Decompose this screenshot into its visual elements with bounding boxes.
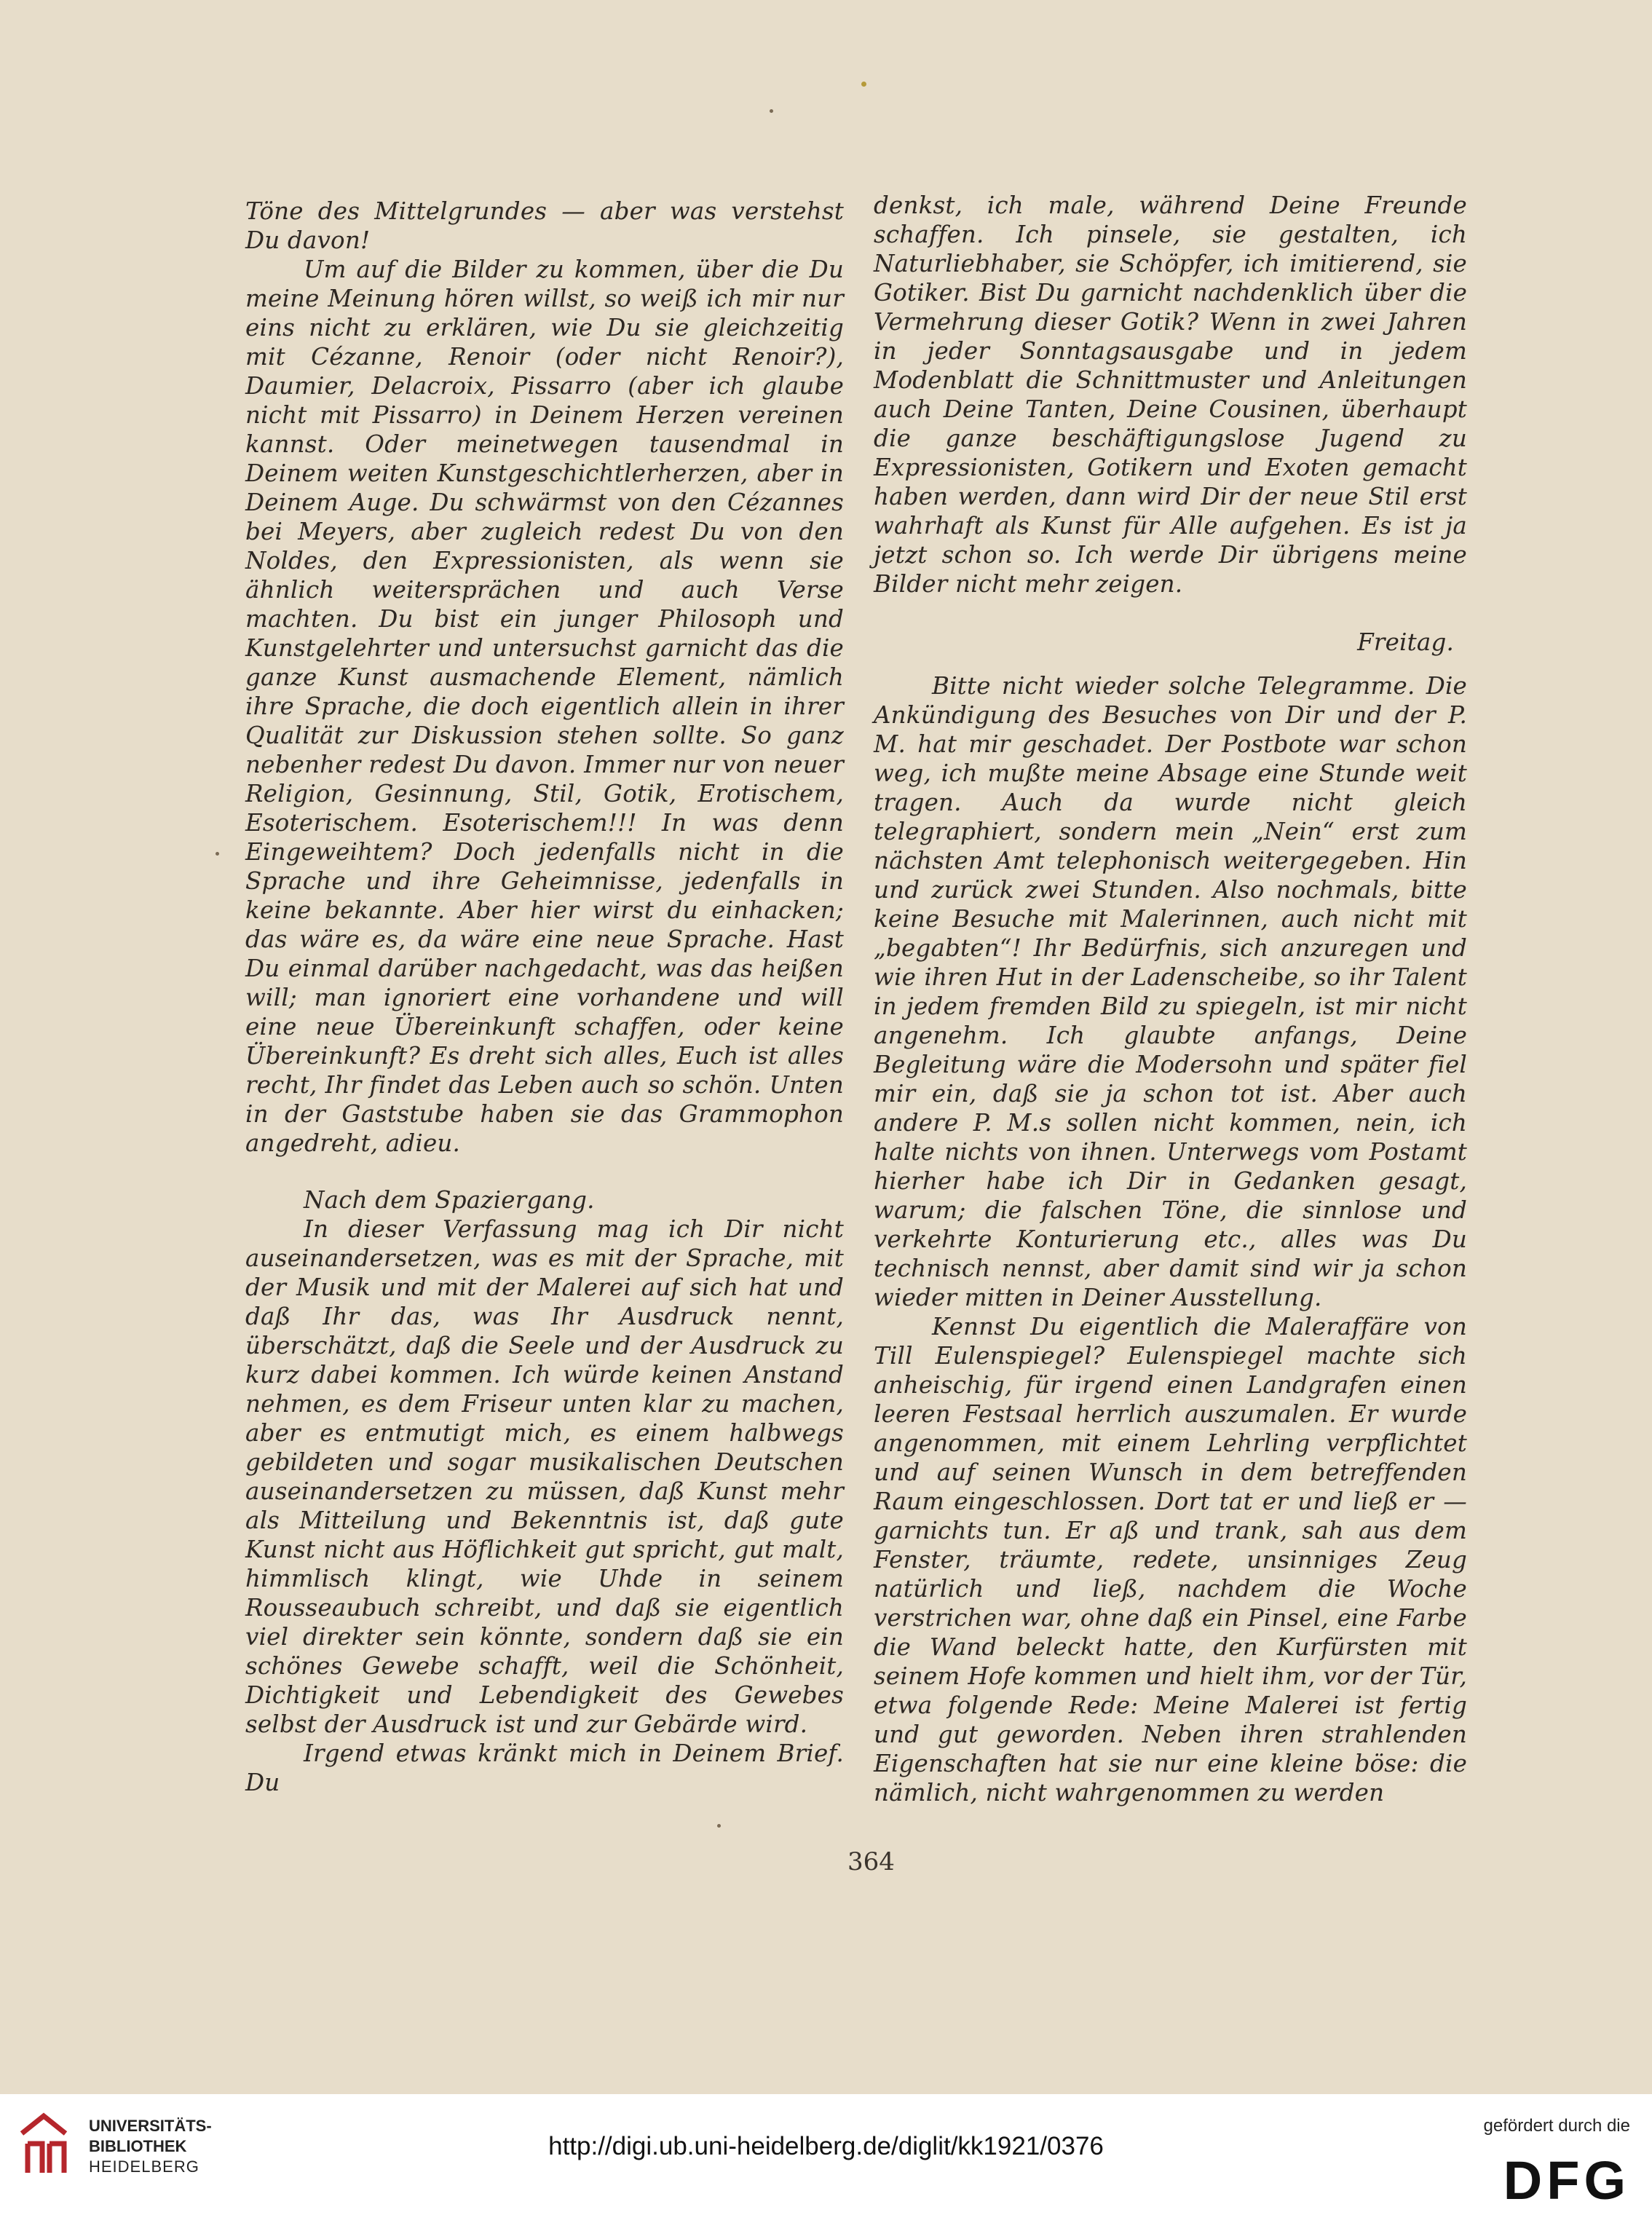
paper-speck: [770, 109, 773, 113]
paper-speck: [861, 82, 866, 87]
left-text-column: [245, 197, 844, 1797]
viewer-footer: [0, 2094, 1652, 2215]
paragraph: denkst, ich male, während Deine Freunde schaffen. Ich pinsele, sie gestalten, ich Naturliebhaber, sie Schöpfer, ich imitierend, sie Gotiker. Bist Du garnicht nachdenklich über die Vermehrung dieser Gotik? Wenn in zwei Jahren in jeder Sonntagsausgabe und in jedem Modenblatt die Schnittmuster und Anleitungen auch Deine Tanten, Deine Cousinen, überhaupt die ganze beschäftigungslose Jugend zu Expressionisten, Gotikern und Exoten gemacht haben werden, dann wird Dir der neue Stil erst wahrhaft als Kunst für Alle aufgehen. Es ist ja jetzt schon so. Ich werde Dir übrigens meine Bilder nicht mehr zeigen.: [874, 192, 1467, 598]
funding-label: gefördert durch die: [1483, 2116, 1630, 2136]
library-name-line: HEIDELBERG: [89, 2157, 199, 2176]
library-name-line: BIBLIOTHEK: [89, 2137, 187, 2155]
permalink-url[interactable]: http://digi.ub.uni-heidelberg.de/diglit/kk1921/0376: [548, 2132, 1104, 2160]
dateline: Freitag.: [1357, 628, 1454, 656]
paper-speck: [717, 1824, 721, 1828]
paragraph: Um auf die Bilder zu kommen, über die Du meine Meinung hören willst, so weiß ich mir nur eins nicht zu erklären, wie Du sie gleichzeitig mit Cézanne, Renoir (oder nicht Renoir?), Daumier, Delacroix, Pissarro (aber ich glaube nicht mit Pissarro) in Deinem Herzen vereinen kannst. Oder meinetwegen tausendmal in Deinem weiten Kunstgeschichtlerherzen, aber in Deinem Auge. Du schwärmst von den Cézannes bei Meyers, aber zugleich redest Du von den Noldes, den Expressionisten, als wenn sie ähnlich weitersprächen und auch Verse machten. Du bist ein junger Philosoph und Kunstgelehrter und untersuchst garnicht das die ganze Kunst ausmachende Element, nämlich ihre Sprache, die doch eigentlich allein in ihrer Qualität zur Diskussion stehen sollte. So ganz nebenher redest Du davon. Immer nur von neuer Religion, Gesinnung, Stil, Gotik, Erotischem, Esoterischem. Esoterischem!!! In was denn Eingeweihtem? Doch jedenfalls nicht in die Sprache und ihre Geheimnisse, jedenfalls in keine bekannte. Aber hier wirst du einhacken; das wäre es, da wäre eine neue Sprache. Hast Du einmal darüber nachgedacht, was das heißen will; man ignoriert eine vorhandene und will eine neue Übereinkunft schaffen, oder keine Übereinkunft? Es dreht sich alles, Euch ist alles recht, Ihr findet das Leben auch so schön. Unten in der Gaststube haben sie das Grammophon angedreht, adieu.: [245, 256, 844, 1157]
paragraph: Bitte nicht wieder solche Telegramme. Die Ankündigung des Besuches von Dir und der P. M. hat mir geschadet. Der Postbote war schon weg, ich mußte meine Absage eine Stunde weit tragen. Auch da wurde nicht gleich telegraphiert, sondern mein „Nein“ erst zum nächsten Amt telephonisch weitergegeben. Hin und zurück zwei Stunden. Also nochmals, bitte keine Besuche mit Malerinnen, auch nicht mit „begabten“! Ihr Bedürfnis, sich anzuregen und wie ihren Hut in der Ladenscheibe, so ihr Talent in jedem fremden Bild zu spiegeln, ist mir nicht angenehm. Ich glaubte anfangs, Deine Begleitung wäre die Modersohn und später fiel mir ein, daß sie ja schon tot ist. Aber auch andere P. M.s sollen nicht kommen, nein, ich halte nichts von ihnen. Unterwegs vom Postamt hierher habe ich Dir in Gedanken gesagt, warum; die falschen Töne, die sinnlose und verkehrte Konturierung etc., alles was Du technisch nennst, aber damit sind wir ja schon wieder mitten in Deiner Ausstellung.: [874, 672, 1467, 1311]
library-name-line: UNIVERSITÄTS-: [89, 2117, 212, 2135]
paragraph: Irgend etwas kränkt mich in Deinem Brief. Du: [245, 1740, 844, 1796]
page-number: 364: [847, 1847, 895, 1876]
paper-speck: [216, 852, 219, 856]
paragraph: Töne des Mittelgrundes — aber was verstehst Du davon!: [245, 197, 844, 254]
dfg-logo: DFG: [1503, 2150, 1630, 2211]
section-heading: Nach dem Spaziergang.: [304, 1186, 595, 1214]
paragraph: In dieser Verfassung mag ich Dir nicht auseinandersetzen, was es mit der Sprache, mit der Musik und mit der Malerei auf sich hat und daß Ihr das, was Ihr Ausdruck nennt, überschätzt, daß die Seele und der Ausdruck zu kurz dabei kommen. Ich würde keinen Anstand nehmen, es dem Friseur unten klar zu machen, aber es entmutigt mich, es einem halbwegs gebildeten und sogar musikalischen Deutschen auseinandersetzen zu müssen, daß Kunst mehr als Mitteilung und Bekenntnis ist, daß gute Kunst nicht aus Höflichkeit gut spricht, gut malt, himmlisch klingt, wie Uhde in seinem Rousseaubuch schreibt, und daß sie eigentlich viel direkter sein könnte, sondern daß sie ein schönes Gewebe schafft, weil die Schönheit, Dichtigkeit und Lebendigkeit des Gewebes selbst der Ausdruck ist und zur Gebärde wird.: [245, 1215, 844, 1738]
paragraph: Kennst Du eigentlich die Maleraffäre von Till Eulenspiegel? Eulenspiegel machte sich anheischig, für irgend einen Landgrafen einen leeren Festsaal herrlich auszumalen. Er wurde angenommen, mit einem Lehrling verpflichtet und auf seinen Wunsch in dem betreffenden Raum eingeschlossen. Dort tat er und ließ er — garnichts tun. Er aß und trank, sah aus dem Fenster, träumte, redete, unsinniges Zeug natürlich und ließ, nachdem die Woche verstrichen war, ohne daß ein Pinsel, eine Farbe die Wand beleckt hatte, den Kurfürsten mit seinem Hofe kommen und hielt ihm, vor der Tür, etwa folgende Rede: Meine Malerei ist fertig und gut geworden. Neben ihren strahlenden Eigenschaften hat sie nur eine kleine böse: die nämlich, nicht wahrgenommen zu werden: [874, 1313, 1467, 1807]
right-text-column: [874, 191, 1467, 1807]
